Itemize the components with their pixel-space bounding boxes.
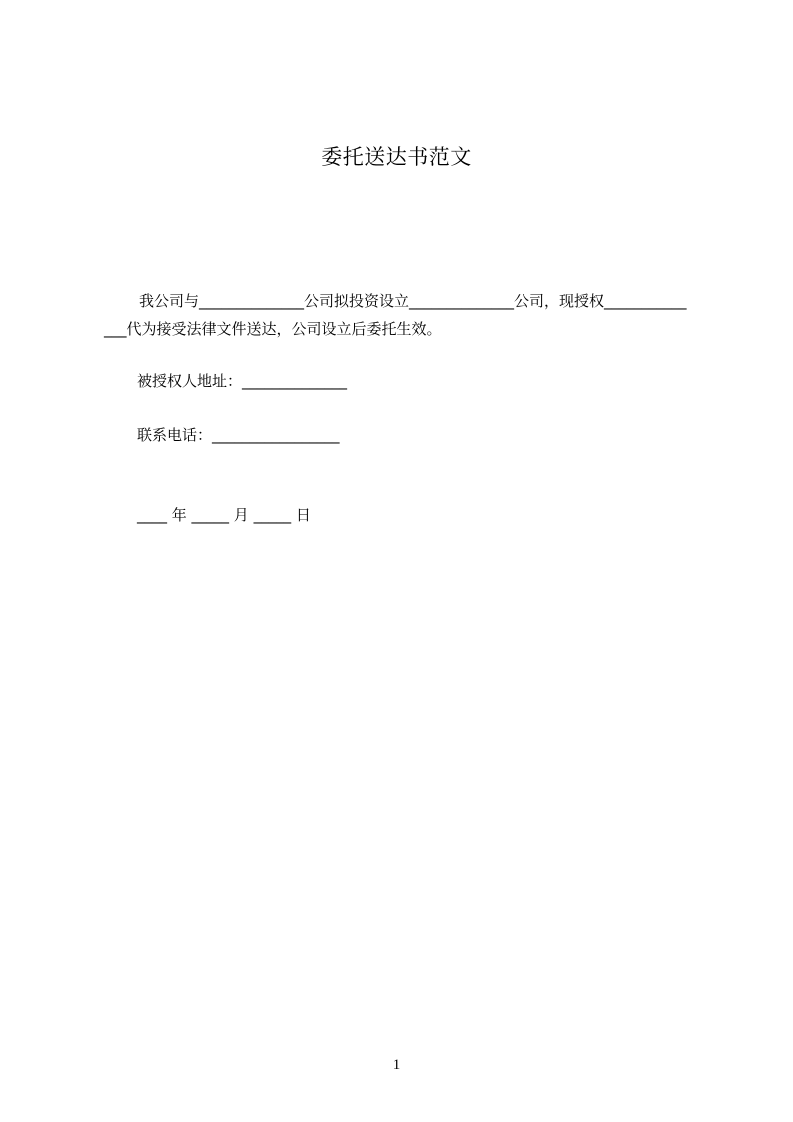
page-number: 1 — [392, 1057, 401, 1073]
authorization-paragraph-line-1: 我公司与______________公司拟投资设立______________公司，现授权___________ — [139, 292, 687, 310]
date-line: ____ 年 _____ 月 _____ 日 — [137, 506, 311, 524]
contact-phone-line: 联系电话：_________________ — [137, 426, 340, 444]
authorized-person-address-line: 被授权人地址：______________ — [137, 372, 348, 390]
authorization-paragraph-line-2: ___代为接受法律文件送达，公司设立后委托生效。 — [104, 320, 442, 338]
document-title: 委托送达书范文 — [321, 145, 472, 169]
